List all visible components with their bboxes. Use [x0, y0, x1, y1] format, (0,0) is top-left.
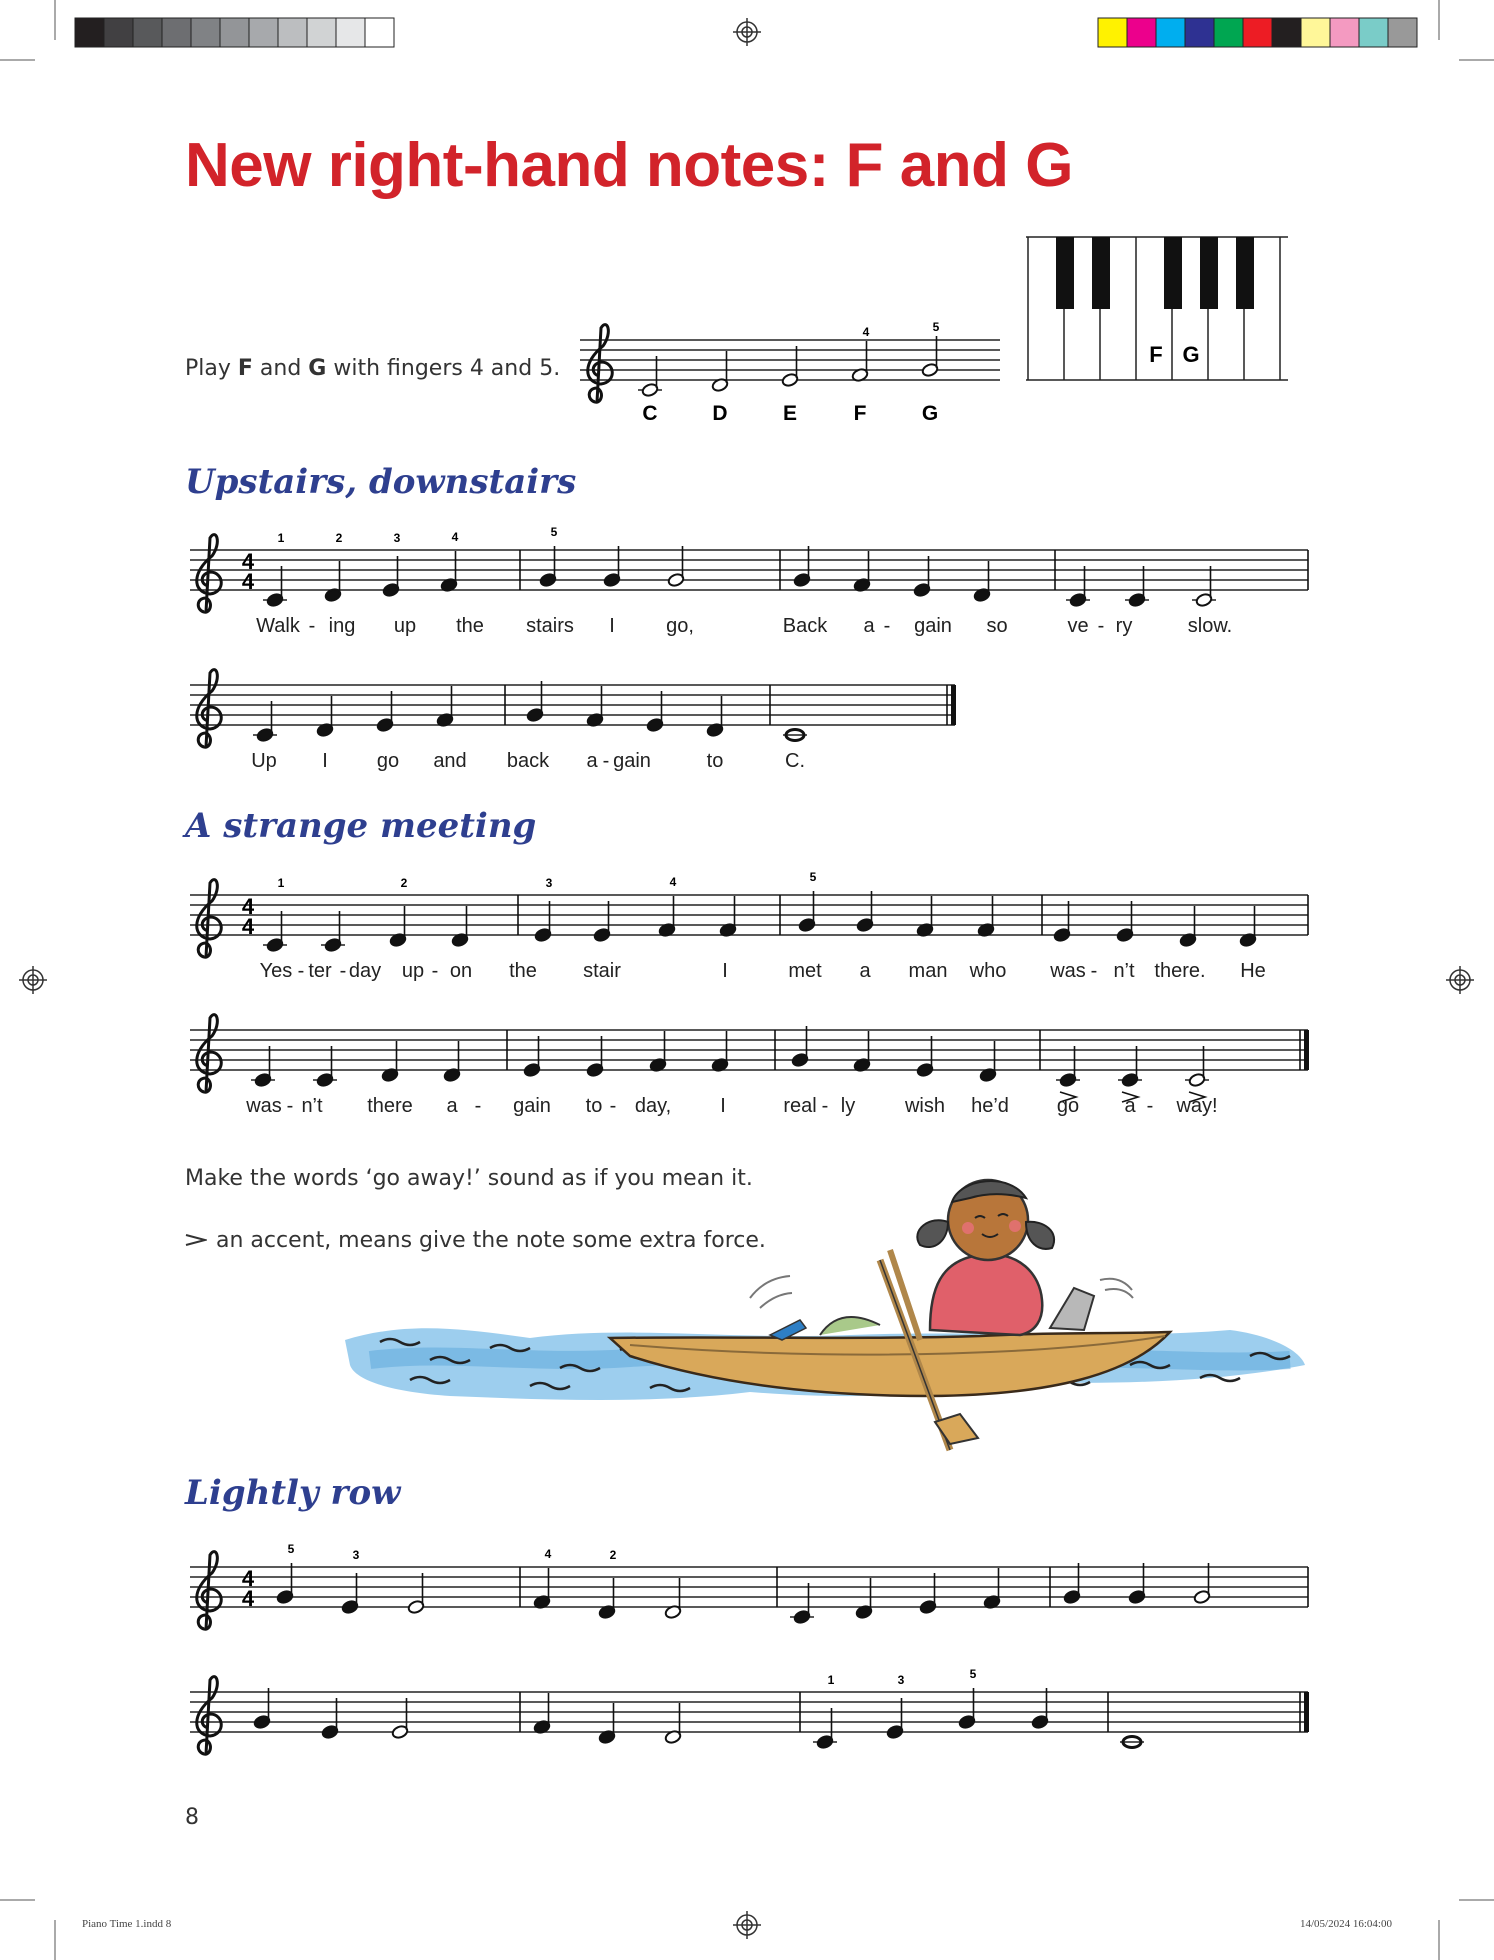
fingering-number: 5: [969, 1667, 977, 1681]
registration-mark-right: [1446, 966, 1474, 994]
lyric-syllable: Up: [251, 750, 277, 772]
lyric-syllable: I: [609, 615, 615, 637]
accent-symbol-icon: [185, 1228, 209, 1253]
lyric-syllable: I: [722, 960, 728, 982]
lyric-syllable: slow.: [1187, 615, 1233, 637]
intro-text-part: with fingers 4 and 5.: [326, 356, 561, 381]
staff-system: [180, 1660, 1320, 1770]
lyric-syllable: -: [1090, 960, 1098, 982]
gray-swatch: [104, 18, 133, 47]
lyric-syllable: there.: [1154, 960, 1206, 982]
lyric-syllable: n’t: [301, 1095, 323, 1117]
staff-system: [180, 525, 1320, 645]
black-key: [1236, 237, 1254, 309]
note-name-label: E: [782, 402, 798, 425]
fingering-number: 1: [277, 876, 285, 890]
lyric-syllable: back: [506, 750, 550, 772]
fingering-number: 4: [451, 530, 459, 544]
color-swatch: [1127, 18, 1156, 47]
intro-staff: [575, 310, 1005, 435]
lyric-syllable: go,: [666, 615, 694, 637]
time-signature-bottom: 4: [241, 569, 255, 594]
lyric-syllable: -: [297, 960, 305, 982]
lyric-syllable: -: [286, 1095, 294, 1117]
staff-group: [190, 1667, 1309, 1754]
lyric-syllable: a: [446, 1095, 458, 1117]
lyric-syllable: there: [367, 1095, 413, 1117]
staff-group: [190, 1015, 1309, 1117]
note-name-label: F: [853, 402, 867, 425]
gray-swatch: [162, 18, 191, 47]
lyric-syllable: Walk: [256, 615, 300, 637]
key-label-f: F: [1149, 342, 1163, 367]
treble-clef-icon: [197, 535, 222, 613]
treble-clef-icon: [197, 880, 222, 958]
note-name-label: C: [642, 402, 658, 425]
lyric-syllable: -: [609, 1095, 617, 1117]
staff-group: [190, 870, 1308, 982]
treble-clef-icon: [588, 325, 613, 403]
intro-note-g: G: [308, 356, 327, 381]
color-swatch: [1301, 18, 1330, 47]
lyric-syllable: -: [474, 1095, 482, 1117]
treble-clef-icon: [197, 670, 222, 748]
intro-text-part: Play: [185, 356, 238, 381]
color-swatch: [1185, 18, 1214, 47]
lyric-syllable: man: [908, 960, 948, 982]
instruction-text: Make the words ‘go away!’ sound as if you mean it.: [185, 1166, 753, 1191]
gray-swatch: [278, 18, 307, 47]
gray-swatch: [220, 18, 249, 47]
time-signature-top: 4: [241, 1566, 255, 1591]
lyric-syllable: the: [509, 960, 537, 982]
footer-file-name: Piano Time 1.indd 8: [82, 1918, 172, 1930]
color-swatch: [1272, 18, 1301, 47]
lyric-syllable: -: [431, 960, 439, 982]
lyric-syllable: was: [1050, 960, 1086, 982]
lyric-syllable: stairs: [526, 615, 574, 637]
intro-text-part: and: [252, 356, 309, 381]
lyric-syllable: up: [401, 960, 425, 982]
black-key: [1092, 237, 1110, 309]
time-signature-top: 4: [241, 549, 255, 574]
final-bar-thick: [1304, 1030, 1309, 1070]
lyric-syllable: -: [1097, 615, 1105, 637]
staff-system: [180, 1005, 1320, 1130]
key-label-g: G: [1182, 342, 1200, 367]
time-signature-top: 4: [241, 894, 255, 919]
color-swatch: [1330, 18, 1359, 47]
note-name-label: D: [712, 402, 728, 425]
lyric-syllable: -: [602, 750, 610, 772]
color-swatch: [1359, 18, 1388, 47]
lyric-syllable: on: [449, 960, 473, 982]
lyric-syllable: and: [433, 750, 467, 772]
lyric-syllable: ter: [308, 960, 332, 982]
song-title-upstairs: Upstairs, downstairs: [185, 462, 577, 502]
color-swatch: [1243, 18, 1272, 47]
black-key: [1164, 237, 1182, 309]
staff-system: [180, 1535, 1320, 1645]
lyric-syllable: gain: [513, 1095, 551, 1117]
lyric-syllable: to: [706, 750, 724, 772]
lyric-syllable: -: [1146, 1095, 1154, 1117]
treble-clef-icon: [197, 1015, 222, 1093]
gray-swatch: [191, 18, 220, 47]
fingering-number: 3: [897, 1673, 905, 1687]
treble-clef-icon: [197, 1677, 222, 1755]
fingering-number: 2: [335, 531, 343, 545]
page-title: New right-hand notes: F and G: [185, 131, 1073, 200]
lyric-syllable: -: [883, 615, 891, 637]
gray-swatch: [336, 18, 365, 47]
fingering-number: 5: [932, 320, 940, 334]
keyboard-diagram: [1026, 236, 1288, 382]
intro-text: [185, 356, 560, 381]
final-bar-thick: [951, 685, 956, 725]
note-name-label: G: [921, 402, 939, 425]
lyric-syllable: a: [1124, 1095, 1136, 1117]
final-bar-thick: [1304, 1692, 1309, 1732]
lyric-syllable: ry: [1115, 615, 1133, 637]
fingering-number: 5: [550, 525, 558, 539]
song-title-strange-meeting: A strange meeting: [185, 806, 537, 846]
staff-group: [190, 1542, 1308, 1629]
black-key: [1200, 237, 1218, 309]
lyric-syllable: ly: [840, 1095, 856, 1117]
lyric-syllable: gain: [914, 615, 952, 637]
accent-explanation-text: an accent, means give the note some extra force.: [216, 1228, 766, 1253]
color-calibration-bar: [1098, 18, 1417, 47]
color-swatch: [1156, 18, 1185, 47]
black-key: [1056, 237, 1074, 309]
lyric-syllable: up: [393, 615, 417, 637]
lyric-syllable: -: [308, 615, 316, 637]
fingering-number: 3: [352, 1548, 360, 1562]
fingering-number: 5: [287, 1542, 295, 1556]
fingering-number: 3: [393, 531, 401, 545]
song-title-lightly-row: Lightly row: [185, 1473, 401, 1513]
lyric-syllable: met: [788, 960, 822, 982]
lyric-syllable: go: [1056, 1095, 1080, 1117]
fingering-number: 5: [809, 870, 817, 884]
lyric-syllable: way!: [1176, 1095, 1218, 1117]
registration-mark-left: [19, 966, 47, 994]
lyric-syllable: He: [1240, 960, 1266, 982]
lyric-syllable: a: [586, 750, 598, 772]
gray-swatch: [133, 18, 162, 47]
lyric-syllable: ing: [328, 615, 356, 637]
lyric-syllable: so: [986, 615, 1008, 637]
registration-mark-bottom: [733, 1911, 761, 1939]
lyric-syllable: day: [348, 960, 382, 982]
footer-timestamp: 14/05/2024 16:04:00: [1300, 1918, 1392, 1930]
lyric-syllable: n’t: [1113, 960, 1135, 982]
lyric-syllable: wish: [904, 1095, 946, 1117]
lyric-syllable: a: [863, 615, 875, 637]
lyric-syllable: was: [246, 1095, 282, 1117]
lyric-syllable: stair: [583, 960, 621, 982]
gray-swatch: [307, 18, 336, 47]
page-number: 8: [185, 1805, 199, 1830]
time-signature-bottom: 4: [241, 914, 255, 939]
color-swatch: [1098, 18, 1127, 47]
fingering-number: 1: [827, 1673, 835, 1687]
lyric-syllable: day,: [634, 1095, 672, 1117]
lyric-syllable: I: [720, 1095, 726, 1117]
treble-clef-icon: [197, 1552, 222, 1630]
lyric-syllable: -: [339, 960, 347, 982]
staff-group: [190, 670, 956, 772]
lyric-syllable: who: [969, 960, 1007, 982]
staff-group: [190, 525, 1308, 637]
staff-system: [180, 870, 1320, 990]
gray-swatch: [249, 18, 278, 47]
fingering-number: 3: [545, 876, 553, 890]
intro-note-f: F: [237, 356, 253, 381]
lyric-syllable: C.: [785, 750, 805, 772]
lyric-syllable: real: [783, 1095, 817, 1117]
lyric-syllable: -: [821, 1095, 829, 1117]
lyric-syllable: go: [376, 750, 400, 772]
gray-calibration-bar: [75, 18, 394, 47]
fingering-number: 4: [669, 875, 677, 889]
time-signature-bottom: 4: [241, 1586, 255, 1611]
lyric-syllable: a: [859, 960, 871, 982]
color-swatch: [1214, 18, 1243, 47]
girl-illustration: [880, 1180, 1054, 1450]
lyric-syllable: the: [456, 615, 484, 637]
lyric-syllable: to: [585, 1095, 603, 1117]
fingering-number: 4: [862, 325, 870, 339]
fingering-number: 4: [544, 1547, 552, 1561]
color-swatch: [1388, 18, 1417, 47]
lyric-syllable: ve: [1067, 615, 1089, 637]
fingering-number: 2: [400, 876, 408, 890]
fingering-number: 2: [609, 1548, 617, 1562]
lyric-syllable: I: [322, 750, 328, 772]
registration-mark-top: [733, 18, 761, 46]
lyric-syllable: Back: [782, 615, 828, 637]
lyric-syllable: he’d: [971, 1095, 1009, 1117]
lyric-syllable: Yes: [259, 960, 293, 982]
girl-rowing-boat-illustration: [330, 1160, 1330, 1460]
staff-system: [180, 660, 1320, 780]
lyric-syllable: gain: [613, 750, 651, 772]
gray-swatch: [75, 18, 104, 47]
fingering-number: 1: [277, 531, 285, 545]
gray-swatch: [365, 18, 394, 47]
